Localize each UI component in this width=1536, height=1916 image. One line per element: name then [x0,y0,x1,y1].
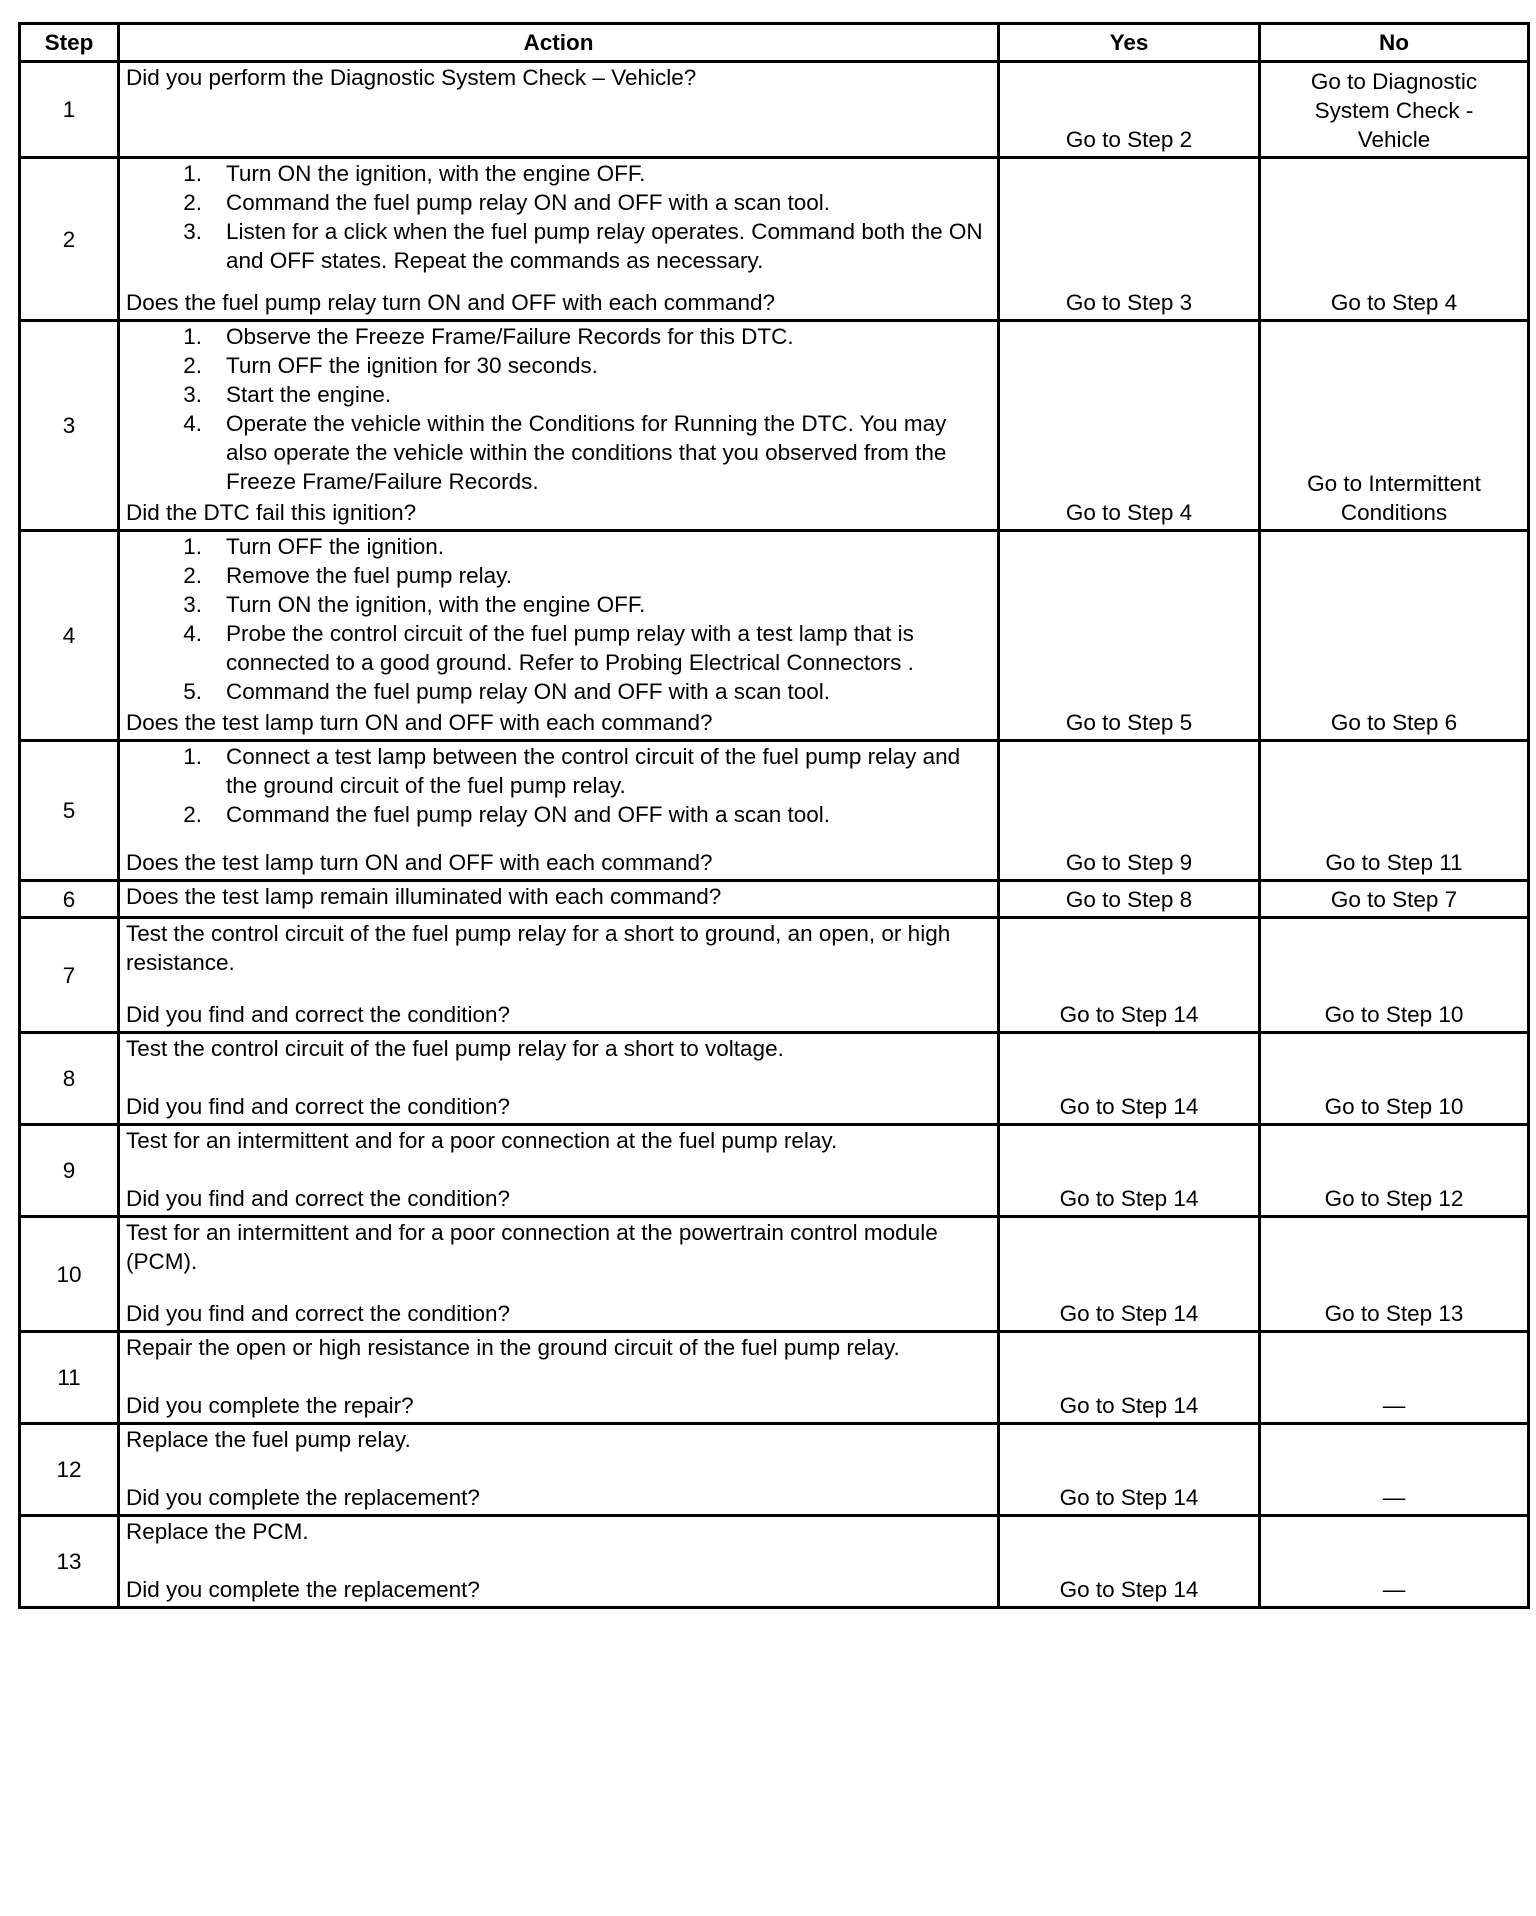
table-row [20,881,1529,918]
list-item-text: Turn OFF the ignition. [226,534,445,559]
yes-result: Go to Step 9 [999,741,1260,881]
list-item-number: 2. [183,563,202,588]
list-item-text: Turn ON the ignition, with the engine OFF. [226,161,646,186]
yes-result: Go to Step 14 [999,1516,1260,1608]
no-result [1260,531,1529,741]
step-number: 1 [20,62,119,158]
no-result-line: System Check - [1314,98,1474,123]
action-text: Repair the open or high resistance in the ground circuit of the fuel pump relay. [126,1335,900,1360]
no-result [1260,1332,1529,1424]
action-cell [119,1424,999,1516]
step-number: 9 [20,1125,119,1217]
yes-result: Go to Step 2 [999,62,1260,158]
action-question: Did you find and correct the condition? [126,1002,510,1027]
list-item-number: 1. [183,744,202,769]
list-item [126,409,989,496]
list-item-text: Listen for a click when the fuel pump relay operates. Command both the ON and OFF states. Repeat the commands as necessary. [226,219,983,273]
header-step: Step [20,24,119,62]
list-item-number: 1. [183,534,202,559]
list-item [126,619,989,677]
no-result [1260,1033,1529,1125]
no-result-line: — [1382,1485,1406,1510]
list-item-text: Command the fuel pump relay ON and OFF with a scan tool. [226,190,831,215]
action-cell [119,918,999,1033]
action-question: Did you complete the repair? [126,1393,414,1418]
no-result-line: Go to Diagnostic [1310,69,1478,94]
list-item-text: Start the engine. [226,382,392,407]
no-result-line: Go to Step 13 [1324,1301,1464,1326]
list-item-text: Turn OFF the ignition for 30 seconds. [226,353,598,378]
no-result [1260,881,1529,918]
list-item-text: Connect a test lamp between the control circuit of the fuel pump relay and the ground circuit of the fuel pump relay. [226,744,961,798]
step-number: 4 [20,531,119,741]
list-item-number: 2. [183,190,202,215]
table-row [20,1424,1529,1516]
no-result [1260,62,1529,158]
action-question: Did you find and correct the condition? [126,1186,510,1211]
list-item [126,322,989,351]
action-question: Did you complete the replacement? [126,1577,480,1602]
list-item-text: Remove the fuel pump relay. [226,563,512,588]
no-result-line: Go to Step 10 [1324,1002,1464,1027]
list-item [126,351,989,380]
list-item-text: Command the fuel pump relay ON and OFF with a scan tool. [226,802,831,827]
yes-result: Go to Step 14 [999,918,1260,1033]
step-number: 6 [20,881,119,918]
list-item-text: Probe the control circuit of the fuel pump relay with a test lamp that is connected to a good ground. Refer to Probing Electrical Connectors . [226,621,914,675]
step-number: 2 [20,158,119,321]
table-row [20,918,1529,1033]
step-number: 11 [20,1332,119,1424]
action-cell [119,741,999,881]
yes-result: Go to Step 14 [999,1424,1260,1516]
list-item-number: 3. [183,219,202,244]
action-text: Did you perform the Diagnostic System Check – Vehicle? [126,65,697,90]
step-number: 3 [20,321,119,531]
table-row [20,741,1529,881]
header-yes: Yes [999,24,1260,62]
diagnostic-table [18,22,1530,1609]
action-question: Did you complete the replacement? [126,1485,480,1510]
list-item [126,532,989,561]
action-question: Does the test lamp remain illuminated with each command? [126,884,722,909]
action-steps-list [126,742,989,829]
step-number: 7 [20,918,119,1033]
yes-result: Go to Step 8 [999,881,1260,918]
action-cell [119,62,999,158]
no-result [1260,741,1529,881]
action-cell [119,158,999,321]
no-result [1260,158,1529,321]
list-item-text: Operate the vehicle within the Conditions for Running the DTC. You may also operate the vehicle within the conditions that you observed from the Freeze Frame/Failure Records. [226,411,947,494]
step-number: 13 [20,1516,119,1608]
yes-result: Go to Step 14 [999,1125,1260,1217]
no-result [1260,918,1529,1033]
no-result-line: Go to Step 10 [1324,1094,1464,1119]
header-no: No [1260,24,1529,62]
yes-result: Go to Step 5 [999,531,1260,741]
list-item [126,159,989,188]
list-item [126,677,989,706]
no-result [1260,321,1529,531]
list-item-number: 2. [183,802,202,827]
step-number: 10 [20,1217,119,1332]
yes-result: Go to Step 14 [999,1033,1260,1125]
action-text: Test for an intermittent and for a poor connection at the fuel pump relay. [126,1128,838,1153]
action-question: Does the fuel pump relay turn ON and OFF with each command? [126,290,776,315]
no-result-line: Go to Step 12 [1324,1186,1464,1211]
table-row [20,1125,1529,1217]
action-question: Does the test lamp turn ON and OFF with each command? [126,710,713,735]
table-row [20,1033,1529,1125]
no-result-line: Go to Step 6 [1330,710,1458,735]
action-question: Did the DTC fail this ignition? [126,500,417,525]
action-question: Does the test lamp turn ON and OFF with each command? [126,850,713,875]
header-action: Action [119,24,999,62]
list-item-number: 3. [183,592,202,617]
no-result-line: Conditions [1340,500,1448,525]
table-row [20,531,1529,741]
no-result-line: Go to Intermittent [1307,471,1481,496]
action-question: Did you find and correct the condition? [126,1301,510,1326]
yes-result: Go to Step 3 [999,158,1260,321]
list-item [126,800,989,829]
list-item-text: Turn ON the ignition, with the engine OFF. [226,592,646,617]
table-row [20,1516,1529,1608]
action-text: Replace the PCM. [126,1519,309,1544]
action-steps-list [126,322,989,496]
no-result-line: Vehicle [1357,127,1431,152]
no-result [1260,1125,1529,1217]
step-number: 8 [20,1033,119,1125]
list-item [126,561,989,590]
no-result-line: Go to Step 11 [1325,850,1463,875]
no-result-line: — [1382,1577,1406,1602]
table-body [20,62,1529,1608]
action-steps-list [126,159,989,275]
list-item [126,188,989,217]
action-cell [119,1033,999,1125]
action-text: Test the control circuit of the fuel pump relay for a short to voltage. [126,1036,784,1061]
step-number: 12 [20,1424,119,1516]
list-item-number: 2. [183,353,202,378]
table-row [20,1332,1529,1424]
action-cell [119,1125,999,1217]
list-item-number: 1. [183,161,202,186]
table-row [20,321,1529,531]
yes-result: Go to Step 4 [999,321,1260,531]
yes-result: Go to Step 14 [999,1332,1260,1424]
no-result [1260,1516,1529,1608]
action-steps-list [126,532,989,706]
action-text: Test for an intermittent and for a poor connection at the powertrain control module (PCM). [126,1220,938,1274]
no-result-line: — [1382,1393,1406,1418]
no-result-line: Go to Step 4 [1330,290,1458,315]
action-text: Replace the fuel pump relay. [126,1427,411,1452]
list-item [126,590,989,619]
list-item-text: Command the fuel pump relay ON and OFF with a scan tool. [226,679,831,704]
list-item-number: 3. [183,382,202,407]
header-row [20,24,1529,62]
list-item [126,742,989,800]
step-number: 5 [20,741,119,881]
list-item-number: 4. [183,411,202,436]
table-row [20,62,1529,158]
list-item [126,217,989,275]
action-cell [119,1332,999,1424]
no-result-line: Go to Step 7 [1330,887,1458,912]
list-item [126,380,989,409]
no-result [1260,1217,1529,1332]
list-item-number: 1. [183,324,202,349]
list-item-number: 4. [183,621,202,646]
action-cell [119,1217,999,1332]
no-result [1260,1424,1529,1516]
table-row [20,158,1529,321]
action-cell [119,881,999,918]
yes-result: Go to Step 14 [999,1217,1260,1332]
action-text: Test the control circuit of the fuel pump relay for a short to ground, an open, or high resistance. [126,921,951,975]
list-item-text: Observe the Freeze Frame/Failure Records for this DTC. [226,324,794,349]
action-question: Did you find and correct the condition? [126,1094,510,1119]
table-row [20,1217,1529,1332]
action-cell [119,321,999,531]
list-item-number: 5. [183,679,202,704]
action-cell [119,531,999,741]
action-cell [119,1516,999,1608]
